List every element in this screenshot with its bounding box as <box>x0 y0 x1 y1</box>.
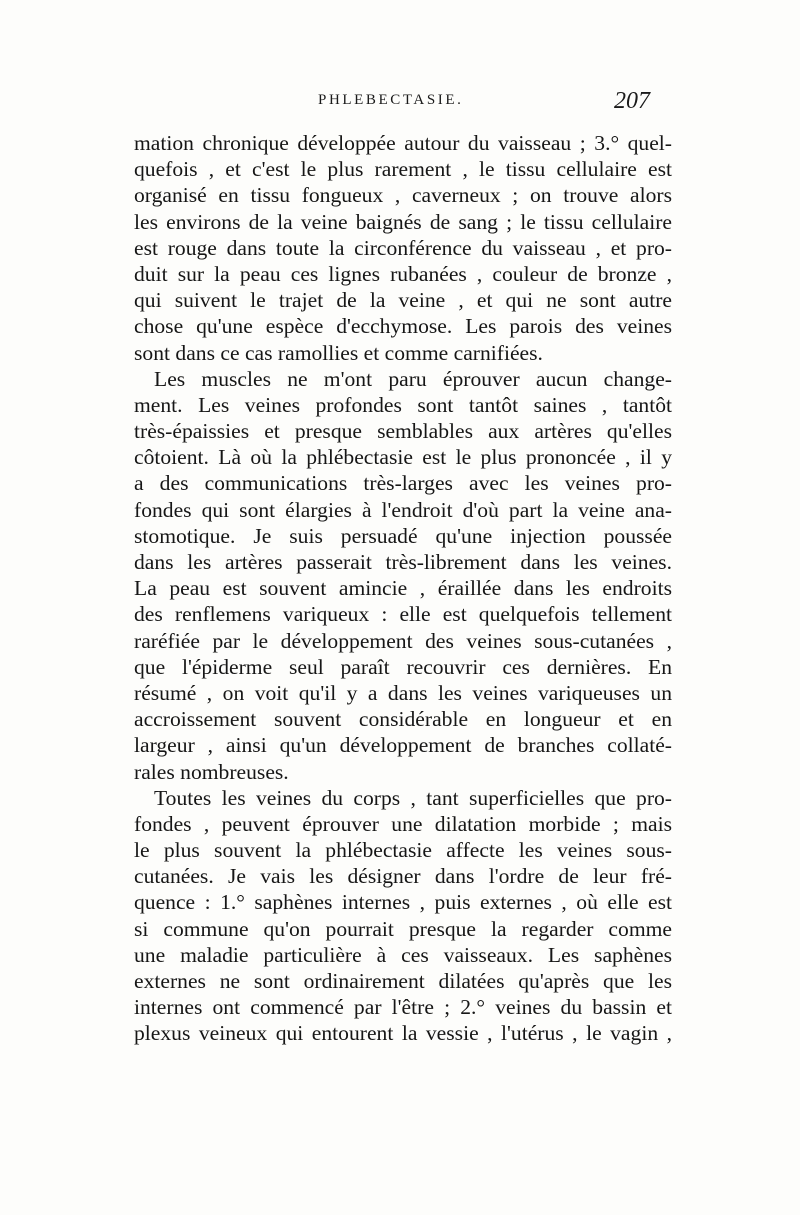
text-line: mation chronique développée autour du vaisseau ; 3.° quel- <box>134 131 672 155</box>
body-text <box>134 130 672 1047</box>
text-line: stomotique. Je suis persuadé qu'une injection poussée <box>134 523 672 548</box>
text-line: le plus souvent la phlébectasie affecte les veines sous- <box>134 838 672 863</box>
text-line: chose qu'une espèce d'ecchymose. Les parois des veines <box>134 314 672 339</box>
text-line: est rouge dans toute la circonférence du vaisseau , et pro- <box>134 235 672 260</box>
text-line: quefois , et c'est le plus rarement , le tissu cellulaire est <box>134 157 672 182</box>
text-line: des renflemens variqueux : elle est quelquefois tellement <box>134 602 672 627</box>
text-line: dans les artères passerait très-librement dans les veines. <box>134 550 672 574</box>
running-head <box>0 88 800 124</box>
text-line: raréfiée par le développement des veines sous-cutanées , <box>134 628 672 653</box>
running-title: PHLEBECTASIE. <box>318 92 464 108</box>
text-line: organisé en tissu fongueux , caverneux ; on trouve alors <box>134 183 672 208</box>
text-line: résumé , on voit qu'il y a dans les veines variqueuses un <box>134 680 672 705</box>
text-line: largeur , ainsi qu'un développement de branches collaté- <box>134 733 672 758</box>
text-line: fondes , peuvent éprouver une dilatation morbide ; mais <box>134 811 672 836</box>
text-line: ment. Les veines profondes sont tantôt saines , tantôt <box>134 392 672 417</box>
text-line: qui suivent le trajet de la veine , et qui ne sont autre <box>134 288 672 313</box>
text-line: accroissement souvent considérable en longueur et en <box>134 707 672 732</box>
text-line: duit sur la peau ces lignes rubanées , couleur de bronze , <box>134 261 672 286</box>
paragraph-first-line: Les muscles ne m'ont paru éprouver aucun change- <box>154 366 672 391</box>
paragraph-last-line: sont dans ce cas ramollies et comme carnifiées. <box>134 340 543 365</box>
text-line: si commune qu'on pourrait presque la regarder comme <box>134 916 672 941</box>
text-line: très-épaissies et presque semblables aux artères qu'elles <box>134 419 672 444</box>
page-number: 207 <box>614 88 650 114</box>
text-line: côtoient. Là où la phlébectasie est le plus prononcée , il y <box>134 445 672 470</box>
text-line: que l'épiderme seul paraît recouvrir ces dernières. En <box>134 654 672 679</box>
text-line: quence : 1.° saphènes internes , puis externes , où elle est <box>134 890 672 915</box>
paragraph-first-line: Toutes les veines du corps , tant superficielles que pro- <box>154 785 672 810</box>
text-line: a des communications très-larges avec les veines pro- <box>134 471 672 496</box>
text-line: externes ne sont ordinairement dilatées qu'après que les <box>134 969 672 993</box>
text-line: internes ont commencé par l'être ; 2.° veines du bassin et <box>134 995 672 1020</box>
text-line: cutanées. Je vais les désigner dans l'ordre de leur fré- <box>134 864 672 889</box>
text-line: La peau est souvent amincie , éraillée dans les endroits <box>134 576 672 601</box>
text-line: les environs de la veine baignés de sang ; le tissu cellulaire <box>134 209 672 234</box>
text-line: une maladie particulière à ces vaisseaux. Les saphènes <box>134 942 672 967</box>
text-line: fondes qui sont élargies à l'endroit d'où part la veine ana- <box>134 497 672 522</box>
text-line: plexus veineux qui entourent la vessie , l'utérus , le vagin , <box>134 1021 672 1046</box>
paragraph-last-line: rales nombreuses. <box>134 759 289 784</box>
